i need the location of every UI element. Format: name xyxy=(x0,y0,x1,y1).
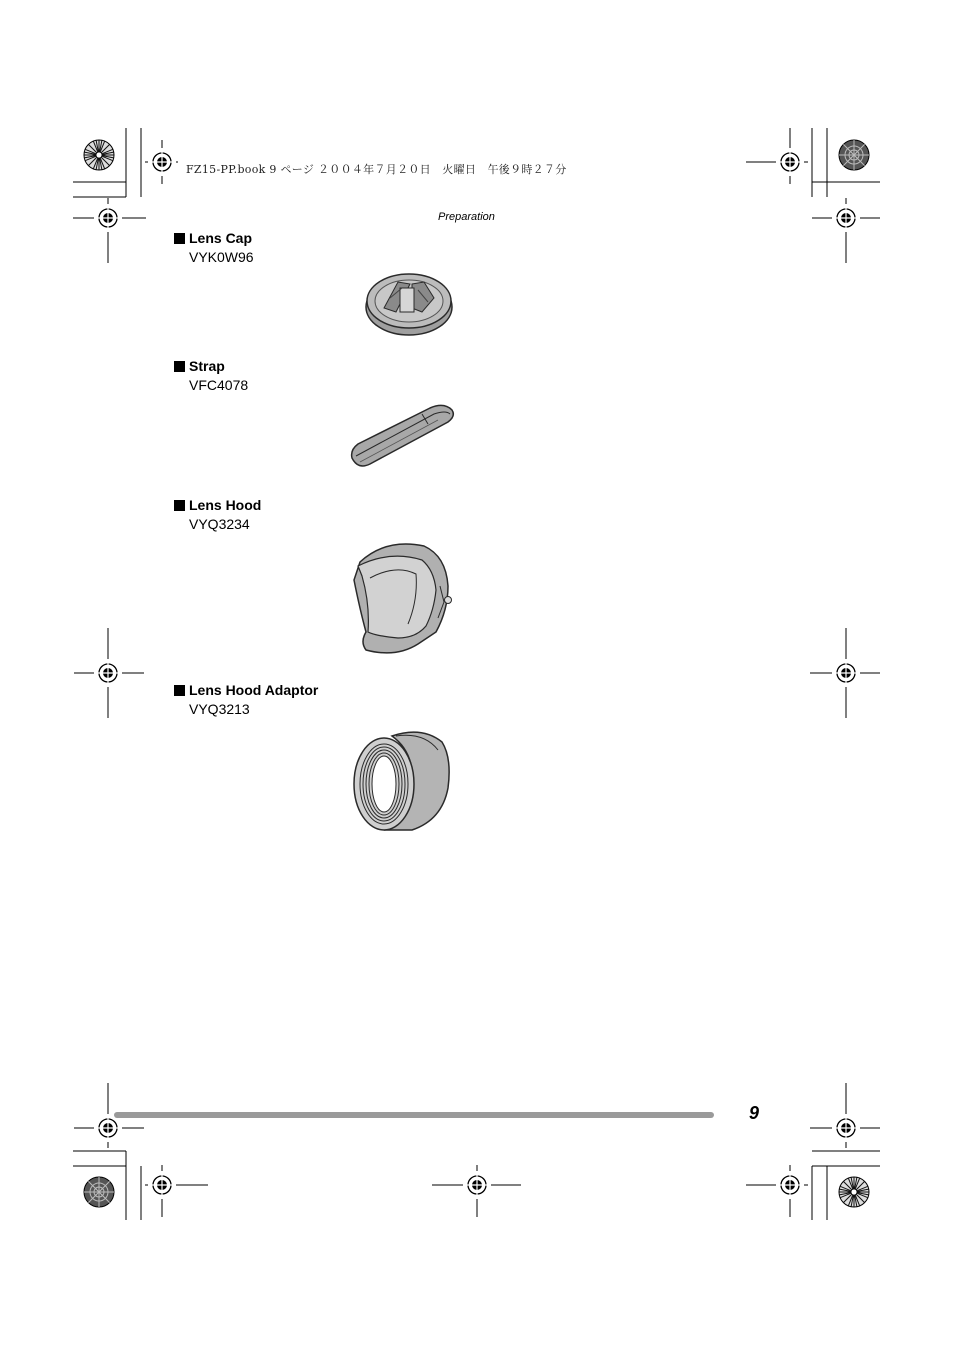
item-title-lens-hood-adaptor: Lens Hood Adaptor xyxy=(174,682,318,698)
square-bullet-icon xyxy=(174,233,185,244)
lens-hood-icon xyxy=(346,540,458,658)
item-code-lens-cap: VYK0W96 xyxy=(189,249,254,265)
square-bullet-icon xyxy=(174,685,185,696)
lens-hood-adaptor-icon xyxy=(352,728,452,834)
footer-bar xyxy=(114,1112,714,1118)
square-bullet-icon xyxy=(174,361,185,372)
item-title-strap: Strap xyxy=(174,358,225,374)
section-header: Preparation xyxy=(438,211,495,223)
item-code-strap: VFC4078 xyxy=(189,377,249,393)
item-code-lens-hood-adaptor: VYQ3213 xyxy=(189,701,250,717)
item-title-lens-cap: Lens Cap xyxy=(174,230,252,246)
page-number: 9 xyxy=(749,1103,760,1123)
print-info: FZ15-PP.book 9 ページ ２００４年７月２０日 火曜日 午後９時２７分 xyxy=(186,163,567,176)
item-code-lens-hood: VYQ3234 xyxy=(189,516,250,532)
square-bullet-icon xyxy=(174,500,185,511)
lens-cap-icon xyxy=(362,268,456,338)
strap-icon xyxy=(348,402,458,472)
item-title-lens-hood: Lens Hood xyxy=(174,497,261,513)
